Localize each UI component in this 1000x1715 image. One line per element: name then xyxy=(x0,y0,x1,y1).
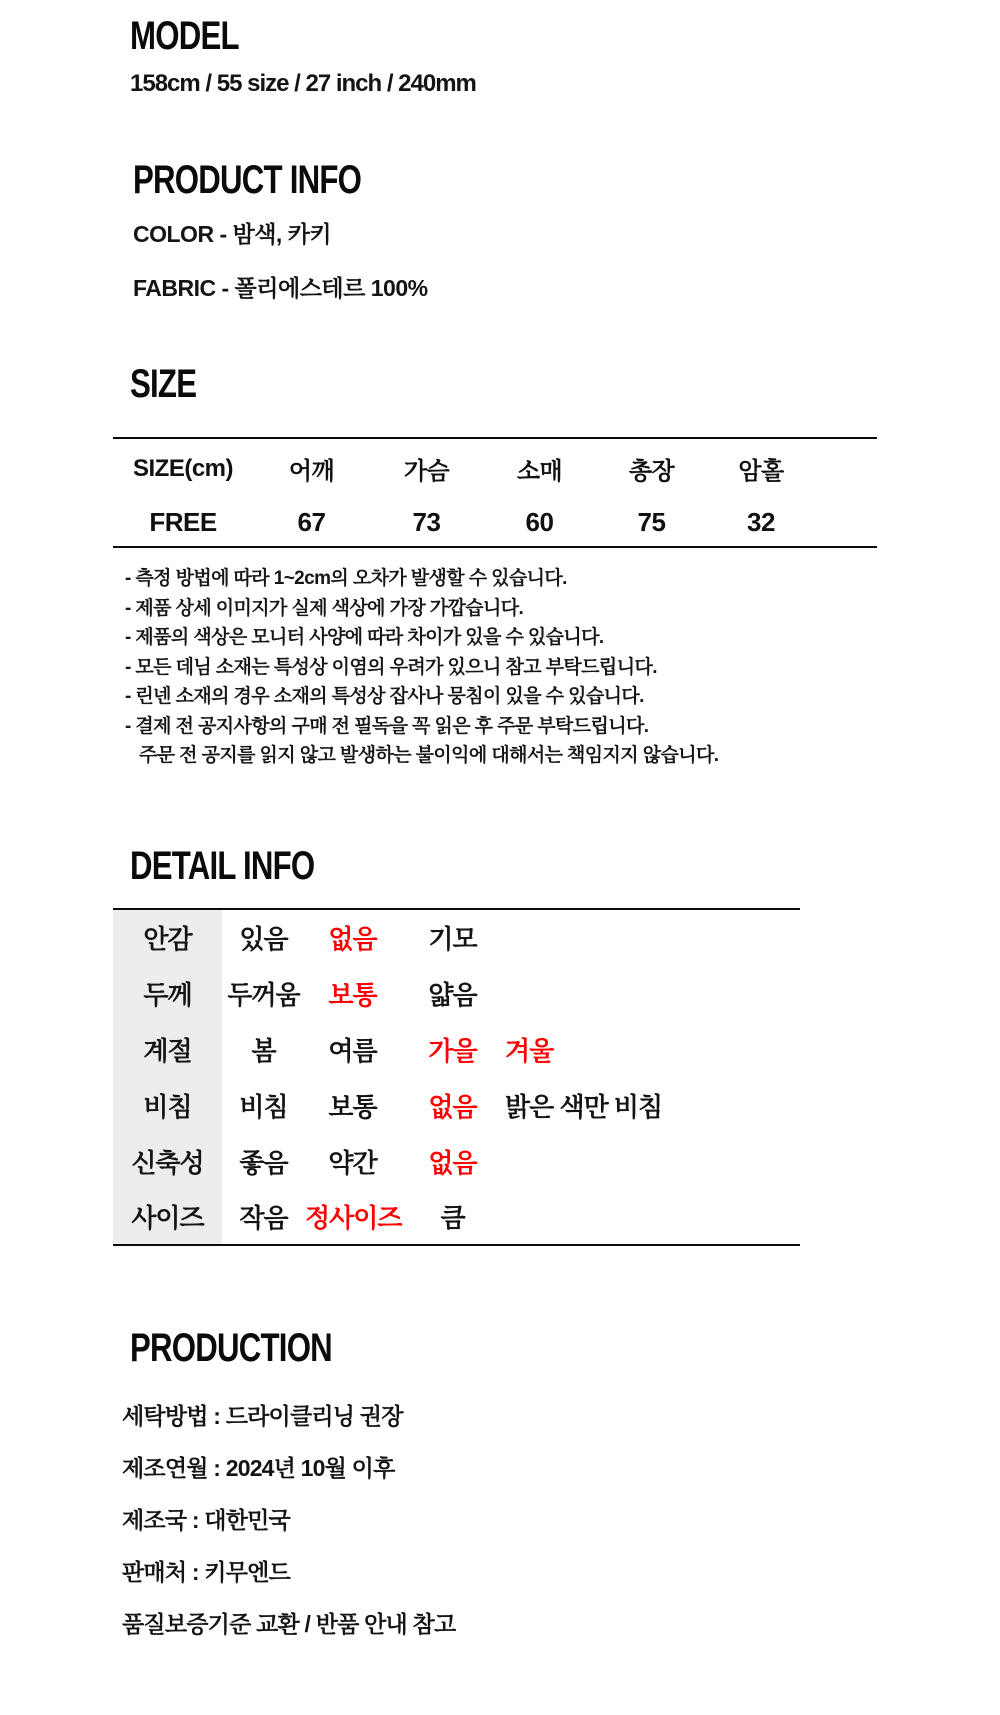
detail-row-label: 두께 xyxy=(113,965,222,1021)
product-info-heading: PRODUCT INFO xyxy=(133,158,362,202)
production-line: 제조연월 : 2024년 10월 이후 xyxy=(122,1455,395,1481)
size-value-cell: 67 xyxy=(297,506,326,537)
detail-option: 작음 xyxy=(239,1203,288,1233)
size-note: - 측정 방법에 따라 1~2cm의 오차가 발생할 수 있습니다. xyxy=(125,568,567,589)
detail-row-label: 신축성 xyxy=(113,1133,222,1189)
size-heading: SIZE xyxy=(130,362,197,406)
size-header-cell: 가슴 xyxy=(403,458,450,485)
detail-option: 여름 xyxy=(328,1035,377,1066)
detail-option: 큼 xyxy=(440,1203,465,1233)
size-note: 주문 전 공지를 읽지 않고 발생하는 불이익에 대해서는 책임지지 않습니다. xyxy=(139,745,719,766)
detail-option: 없음 xyxy=(428,1147,477,1178)
size-header-cell: 암홀 xyxy=(738,458,784,485)
production-heading: PRODUCTION xyxy=(130,1326,332,1370)
size-row-label: FREE xyxy=(149,506,217,537)
production-line: 제조국 : 대한민국 xyxy=(122,1507,290,1533)
size-note: - 결제 전 공지사항의 구매 전 필독을 꼭 읽은 후 주문 부탁드립니다. xyxy=(125,715,649,737)
detail-row-label: 안감 xyxy=(113,909,222,965)
size-value-cell: 60 xyxy=(525,506,554,537)
detail-option: 약간 xyxy=(328,1147,377,1178)
detail-option: 두꺼움 xyxy=(227,979,300,1010)
detail-option: 밝은 색만 비침 xyxy=(505,1091,663,1122)
detail-option: 얇음 xyxy=(428,979,477,1010)
detail-option: 봄 xyxy=(251,1035,276,1066)
size-note: - 모든 데님 소재는 특성상 이염의 우려가 있으니 참고 부탁드립니다. xyxy=(125,656,657,678)
detail-row xyxy=(113,909,800,965)
detail-option: 없음 xyxy=(428,1091,477,1122)
detail-option: 좋음 xyxy=(239,1147,288,1178)
detail-option: 가을 xyxy=(428,1035,477,1066)
detail-option: 비침 xyxy=(239,1091,288,1122)
size-note: - 제품의 색상은 모니터 사양에 따라 차이가 있을 수 있습니다. xyxy=(125,627,604,648)
production-line: 품질보증기준 교환 / 반품 안내 참고 xyxy=(122,1611,456,1637)
size-note: - 린넨 소재의 경우 소재의 특성상 잡사나 뭉침이 있을 수 있습니다. xyxy=(125,686,644,707)
detail-row-label: 비침 xyxy=(113,1077,222,1133)
detail-info-heading: DETAIL INFO xyxy=(130,844,315,888)
model-heading: MODEL xyxy=(130,14,239,58)
size-value-cell: 73 xyxy=(412,506,441,537)
detail-row xyxy=(113,1133,800,1189)
size-notes xyxy=(125,564,718,771)
size-header-cell: SIZE(cm) xyxy=(132,454,233,482)
product-fabric-line: FABRIC - 폴리에스테르 100% xyxy=(133,275,428,301)
size-table xyxy=(113,437,877,548)
size-header-cell: 소매 xyxy=(516,458,563,485)
detail-option: 없음 xyxy=(328,924,377,954)
production-line: 판매처 : 키무엔드 xyxy=(122,1559,290,1585)
detail-option: 보통 xyxy=(328,1091,377,1122)
product-color-line: COLOR - 밤색, 카키 xyxy=(133,221,332,247)
detail-row xyxy=(113,1077,800,1133)
size-table-value-row xyxy=(113,498,877,547)
production-line: 세탁방법 : 드라이클리닝 권장 xyxy=(122,1403,403,1429)
detail-info-table xyxy=(113,908,800,1246)
size-header-cell: 어깨 xyxy=(288,458,335,485)
size-header-spacer xyxy=(815,438,877,498)
detail-option: 있음 xyxy=(239,924,288,954)
detail-row-label: 사이즈 xyxy=(113,1189,222,1245)
model-info: 158cm / 55 size / 27 inch / 240mm xyxy=(130,70,476,97)
size-value-cell: 32 xyxy=(747,506,775,537)
detail-option: 보통 xyxy=(328,979,377,1010)
detail-option: 정사이즈 xyxy=(305,1203,402,1233)
detail-option: 기모 xyxy=(428,924,477,954)
detail-option: 겨울 xyxy=(505,1035,554,1066)
detail-row xyxy=(113,1189,800,1245)
size-table-header-row xyxy=(113,438,877,498)
detail-row-label: 계절 xyxy=(113,1021,222,1077)
size-value-cell: 75 xyxy=(637,506,666,537)
size-header-cell: 총장 xyxy=(628,458,675,485)
detail-row xyxy=(113,965,800,1021)
size-note: - 제품 상세 이미지가 실제 색상에 가장 가깝습니다. xyxy=(125,597,524,619)
detail-row xyxy=(113,1021,800,1077)
size-value-spacer xyxy=(815,498,877,547)
